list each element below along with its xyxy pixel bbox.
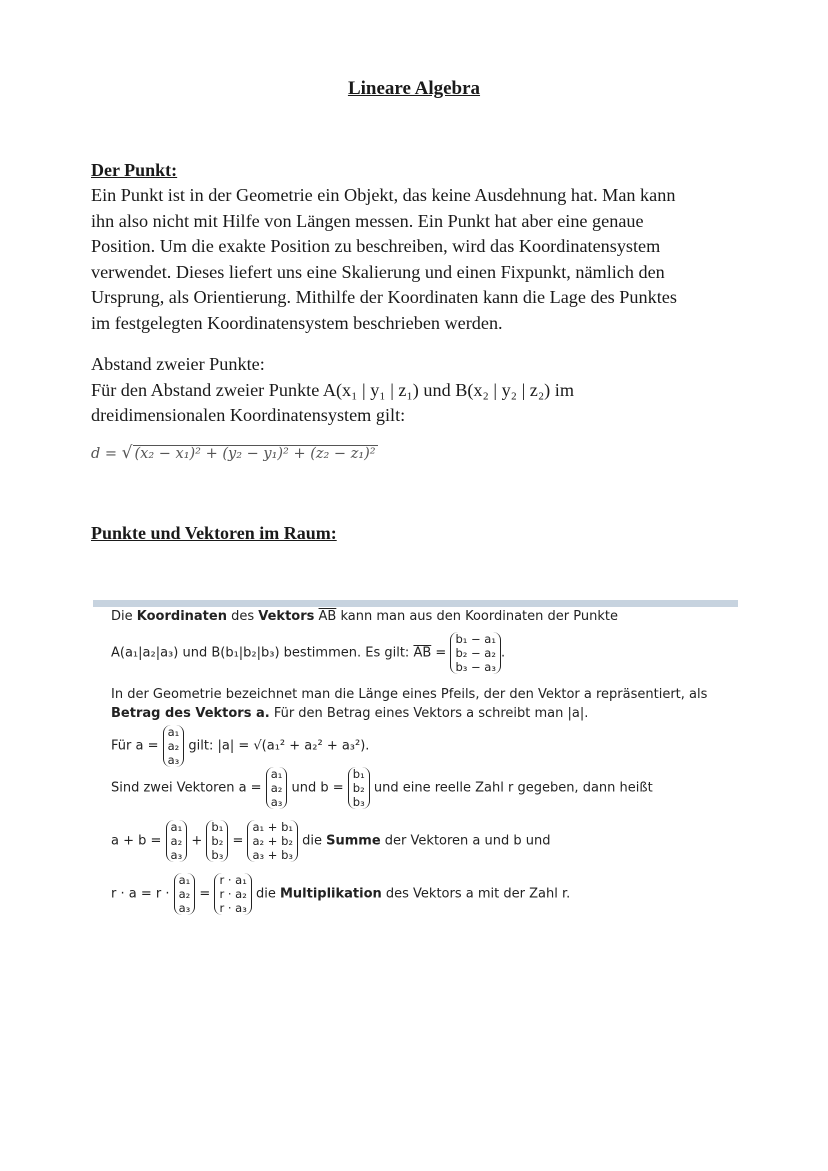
column-vector bbox=[174, 873, 196, 915]
vector-entry: r · a₃ bbox=[219, 901, 247, 915]
text: a + b = bbox=[111, 833, 166, 849]
text: Für a = bbox=[111, 738, 163, 754]
text: und eine reelle Zahl r gegeben, dann heißt bbox=[373, 780, 653, 796]
text-line: dreidimensionalen Koordinatensystem gilt: bbox=[91, 405, 406, 426]
text-bold: Betrag des Vektors a. bbox=[111, 706, 270, 721]
text-line: verwendet. Dieses liefert uns eine Skalierung und einen Fixpunkt, nämlich den bbox=[91, 261, 665, 282]
text-line: Für den Abstand zweier Punkte A(x₁ | y₁ | z₁) und B(x₂ | y₂ | z₂) im bbox=[91, 379, 574, 400]
text: . bbox=[500, 645, 506, 661]
column-vector bbox=[166, 820, 188, 862]
formula-lhs: d = bbox=[91, 446, 122, 462]
vector-entry: a₃ bbox=[270, 795, 283, 809]
vector-entry: b₁ − a₁ bbox=[455, 632, 496, 646]
text: Sind zwei Vektoren a = bbox=[111, 780, 266, 796]
section-heading-vektoren: Punkte und Vektoren im Raum: bbox=[91, 523, 337, 543]
vector-entry: r · a₁ bbox=[219, 873, 247, 887]
paragraph-abstand bbox=[91, 352, 731, 429]
text: + bbox=[187, 833, 207, 849]
box-line-3: In der Geometrie bezeichnet man die Länge eines Pfeils, der den Vektor a repräsentiert, als bbox=[111, 687, 708, 702]
vector-entry: a₂ bbox=[178, 887, 191, 901]
vector-entry: b₃ bbox=[211, 848, 224, 862]
vector-info-box bbox=[93, 600, 738, 930]
column-vector bbox=[348, 767, 370, 809]
text-line: im festgelegten Koordinatensystem beschrieben werden. bbox=[91, 312, 503, 333]
column-vector bbox=[266, 767, 288, 809]
text: die bbox=[255, 886, 280, 902]
text: kann man aus den Koordinaten der Punkte bbox=[336, 609, 618, 624]
text-line: Position. Um die exakte Position zu beschreiben, wird das Koordinatensystem bbox=[91, 236, 661, 257]
section-heading-punkt: Der Punkt: bbox=[91, 160, 178, 180]
text: Für den Betrag eines Vektors a schreibt man |a|. bbox=[269, 706, 589, 721]
box-line-7 bbox=[111, 820, 551, 862]
vector-entry: b₁ bbox=[352, 767, 365, 781]
vector-entry: a₂ + b₂ bbox=[252, 834, 293, 848]
vector-entry: b₂ bbox=[211, 834, 224, 848]
text: des Vektors a mit der Zahl r. bbox=[381, 886, 571, 902]
text: Die bbox=[111, 609, 137, 624]
page-title: Lineare Algebra bbox=[347, 78, 481, 99]
vector-entry: b₃ − a₃ bbox=[455, 660, 496, 674]
vector-entry: a₃ bbox=[170, 848, 183, 862]
vector-entry: a₁ bbox=[270, 767, 283, 781]
vector-entry: a₁ + b₁ bbox=[252, 820, 293, 834]
text-bold: Multiplikation bbox=[279, 886, 382, 902]
vector-entry: r · a₂ bbox=[219, 887, 247, 901]
text-bold: Vektors bbox=[258, 609, 315, 624]
vector-ab: $\overline{AB}$ bbox=[413, 645, 432, 661]
column-vector bbox=[206, 820, 228, 862]
column-vector bbox=[163, 725, 185, 767]
vector-entry: a₂ bbox=[170, 834, 183, 848]
vector-entry: b₂ bbox=[352, 781, 365, 795]
box-line-1 bbox=[111, 609, 618, 624]
vector-entry: a₁ bbox=[178, 873, 191, 887]
sqrt-icon: √ bbox=[121, 443, 133, 463]
text: gilt: |a| = √(a₁² + a₂² + a₃²). bbox=[188, 738, 370, 754]
box-line-4 bbox=[111, 706, 588, 721]
box-line-5 bbox=[111, 725, 369, 767]
vector-entry: b₃ bbox=[352, 795, 365, 809]
text: A(a₁|a₂|a₃) und B(b₁|b₂|b₃) bestimmen. Es gilt: bbox=[111, 645, 410, 661]
column-vector bbox=[450, 632, 501, 674]
vector-entry: a₁ bbox=[170, 820, 183, 834]
vector-entry: a₂ bbox=[167, 739, 180, 753]
paragraph-punkt bbox=[91, 183, 731, 337]
distance-formula bbox=[91, 443, 378, 463]
text: = bbox=[195, 886, 215, 902]
text: des bbox=[226, 609, 259, 624]
text-line: Ursprung, als Orientierung. Mithilfe der Koordinaten kann die Lage des Punktes bbox=[91, 287, 677, 308]
box-line-8 bbox=[111, 873, 570, 915]
column-vector bbox=[214, 873, 251, 915]
text-line: ihn also nicht mit Hilfe von Längen messen. Ein Punkt hat aber eine genaue bbox=[91, 210, 644, 231]
text: und b = bbox=[291, 780, 348, 796]
formula-radicand: (x₂ − x₁)² + (y₂ − y₁)² + (z₂ − z₁)² bbox=[134, 446, 376, 462]
vector-entry: a₃ bbox=[178, 901, 191, 915]
text: der Vektoren a und b und bbox=[380, 833, 551, 849]
text: die bbox=[302, 833, 327, 849]
text: = bbox=[228, 833, 248, 849]
text: r · a = r · bbox=[111, 886, 174, 902]
vector-entry: a₃ bbox=[167, 753, 180, 767]
vector-entry: a₃ + b₃ bbox=[252, 848, 293, 862]
text-line: Ein Punkt ist in der Geometrie ein Objekt, das keine Ausdehnung hat. Man kann bbox=[91, 185, 676, 205]
vector-ab: $\overline{AB}$ bbox=[318, 609, 337, 624]
text-bold: Summe bbox=[326, 833, 381, 849]
vector-entry: b₁ bbox=[211, 820, 224, 834]
box-line-6 bbox=[111, 767, 653, 809]
text: = bbox=[431, 645, 451, 661]
column-vector bbox=[247, 820, 298, 862]
box-line-2 bbox=[111, 632, 505, 674]
vector-entry: b₂ − a₂ bbox=[455, 646, 496, 660]
box-top-bar bbox=[93, 600, 738, 607]
vector-entry: a₂ bbox=[270, 781, 283, 795]
vector-entry: a₁ bbox=[167, 725, 180, 739]
text-bold: Koordinaten bbox=[136, 609, 227, 624]
subheading-abstand: Abstand zweier Punkte: bbox=[91, 354, 265, 374]
